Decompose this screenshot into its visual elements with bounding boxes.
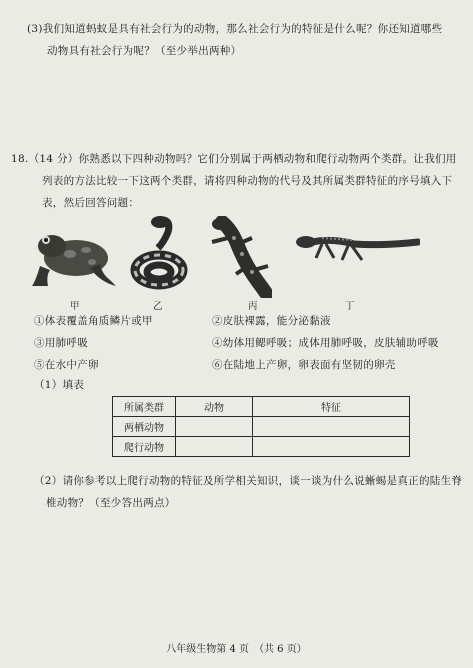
snake-label: 乙 xyxy=(153,301,163,312)
row-reptile-animal-cell[interactable] xyxy=(176,437,253,457)
header-animal: 动物 xyxy=(176,397,253,417)
header-group: 所属类群 xyxy=(113,397,176,417)
classification-table xyxy=(112,396,410,457)
sub-question-1: （1）填表 xyxy=(34,379,85,391)
lizard-label: 丁 xyxy=(345,301,355,312)
row-reptile-label: 爬行动物 xyxy=(113,437,176,457)
q18-line1: 18.（14 分）你熟悉以下四种动物吗？它们分别属于两栖动物和爬行动物两个类群。让我们用 xyxy=(11,153,457,165)
header-feature: 特征 xyxy=(253,397,410,417)
feature-5: ⑤在水中产卵 xyxy=(34,359,99,371)
row-amphibian-animal-cell[interactable] xyxy=(176,417,253,437)
salamander-illustration xyxy=(208,216,272,298)
snake-illustration xyxy=(128,214,190,290)
frog-illustration xyxy=(30,228,118,290)
page-footer: 八年级生物第 4 页 （共 6 页） xyxy=(166,644,307,655)
table-header-row xyxy=(113,397,410,417)
row-amphibian-feature-cell[interactable] xyxy=(253,417,410,437)
q18-line3: 表，然后回答问题： xyxy=(42,197,140,209)
feature-2: ②皮肤裸露，能分泌黏液 xyxy=(212,315,331,327)
feature-3: ③用肺呼吸 xyxy=(34,337,88,349)
feature-6: ⑥在陆地上产卵，卵表面有坚韧的卵壳 xyxy=(212,359,396,371)
salamander-label: 丙 xyxy=(248,301,258,312)
lizard-illustration xyxy=(292,228,420,268)
frog-label: 甲 xyxy=(70,301,80,312)
row-reptile-feature-cell[interactable] xyxy=(253,437,410,457)
feature-1: ①体表覆盖角质鳞片或甲 xyxy=(34,315,153,327)
feature-4: ④幼体用鳃呼吸；成体用肺呼吸，皮肤辅助呼吸 xyxy=(212,337,439,349)
sub-question-2-line1: （2）请你参考以上爬行动物的特征及所学相关知识，谈一谈为什么说蜥蜴是真正的陆生脊 xyxy=(34,475,463,487)
q3-line2: 动物具有社会行为呢？（至少举出两种） xyxy=(47,45,242,57)
q3-line1: (3)我们知道蚂蚁是具有社会行为的动物，那么社会行为的特征是什么呢？你还知道哪些 xyxy=(27,23,443,35)
q18-line2: 列表的方法比较一下这两个类群，请将四种动物的代号及其所属类群特征的序号填入下 xyxy=(42,175,453,187)
row-amphibian-label: 两栖动物 xyxy=(113,417,176,437)
table-row xyxy=(113,437,410,457)
table-row xyxy=(113,417,410,437)
sub-question-2-line2: 椎动物？（至少答出两点） xyxy=(46,497,176,509)
